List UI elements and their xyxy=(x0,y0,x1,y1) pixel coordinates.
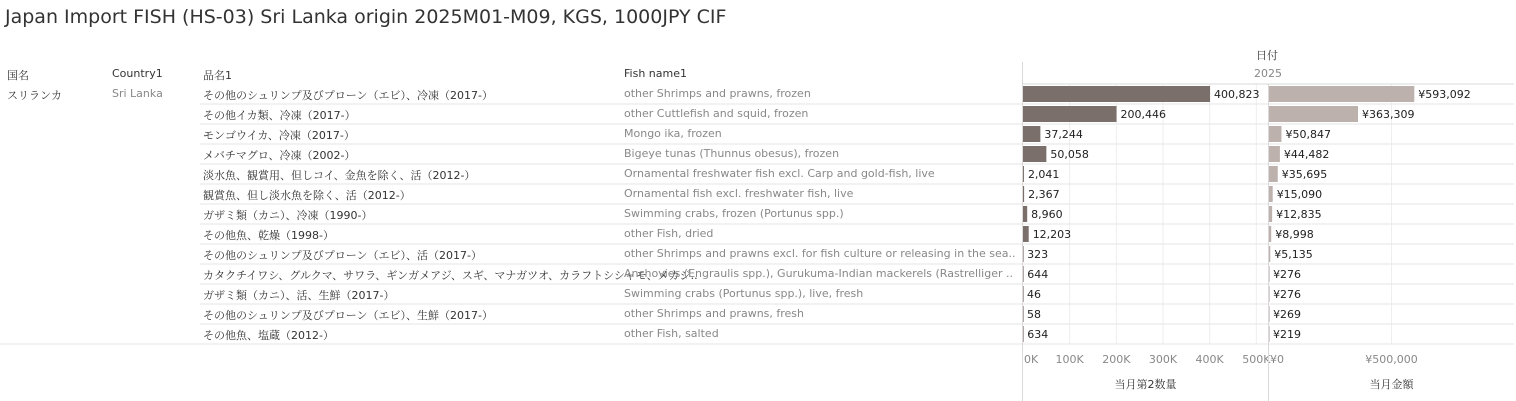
fish-name-cell: other Fish, salted xyxy=(624,327,719,340)
item-header[interactable]: 品名1 xyxy=(203,69,232,82)
fish-name-cell: Swimming crabs, frozen (Portunus spp.) xyxy=(624,207,844,220)
quantity-bar[interactable] xyxy=(1023,306,1024,322)
axis-tick-label: ¥0 xyxy=(1270,353,1284,366)
bar-value-label: 8,960 xyxy=(1031,208,1063,221)
axis-tick-label: 100K xyxy=(1055,353,1084,366)
bar-value-label: ¥593,092 xyxy=(1418,88,1471,101)
axis-tick-label: 0K xyxy=(1024,353,1039,366)
fish-name-cell: Bigeye tunas (Thunnus obesus), frozen xyxy=(624,147,840,160)
item-name-cell: その他魚、乾燥（1998-） xyxy=(203,229,334,242)
quantity-bar[interactable] xyxy=(1023,186,1024,202)
bar-value-label: 46 xyxy=(1027,288,1042,301)
amount-bar[interactable] xyxy=(1269,246,1270,262)
bar-value-label: 58 xyxy=(1027,308,1042,321)
fish-name-cell: other Shrimps and prawns, frozen xyxy=(624,87,811,100)
amount-bar[interactable] xyxy=(1269,146,1280,162)
bar-value-label: ¥15,090 xyxy=(1276,188,1323,201)
year-header: 2025 xyxy=(1254,67,1282,80)
quantity-bar[interactable] xyxy=(1023,286,1024,302)
fish-name-cell: Anchovies (Engraulis spp.), Gurukuma-Indian mackerels (Rastrelliger .. xyxy=(624,267,1013,280)
axis-tick-label: 500K xyxy=(1242,353,1271,366)
item-name-cell: 観賞魚、但し淡水魚を除く、活（2012-） xyxy=(203,189,411,202)
bar-value-label: ¥219 xyxy=(1273,328,1302,341)
amount-bar[interactable] xyxy=(1269,306,1270,322)
bar-value-label: ¥12,835 xyxy=(1276,208,1322,221)
axis-tick-label: 200K xyxy=(1102,353,1131,366)
page-title: Japan Import FISH (HS-03) Sri Lanka origin 2025M01-M09, KGS, 1000JPY CIF xyxy=(5,6,727,28)
bar-value-label: ¥269 xyxy=(1273,308,1302,321)
axis-title: 当月第2数量 xyxy=(1114,378,1177,391)
bar-value-label: ¥8,998 xyxy=(1275,228,1314,241)
fish-name-cell: Swimming crabs (Portunus spp.), live, fresh xyxy=(624,287,864,300)
fish-name-header[interactable]: Fish name1 xyxy=(624,67,687,80)
item-name-cell: カタクチイワシ、グルクマ、サワラ、ギンガメアジ、スギ、マナガツオ、カラフトシシャモ、メカジ.. xyxy=(203,269,698,282)
item-name-cell: その他イカ類、冷凍（2017-） xyxy=(203,109,356,122)
date-header: 日付 xyxy=(1256,49,1278,62)
axis-tick-label: 400K xyxy=(1195,353,1224,366)
amount-bar[interactable] xyxy=(1269,326,1270,342)
bar-value-label: 323 xyxy=(1027,248,1049,261)
item-name-cell: メバチマグロ、冷凍（2002-） xyxy=(203,149,356,162)
bar-value-label: ¥5,135 xyxy=(1274,248,1313,261)
amount-bar[interactable] xyxy=(1269,206,1272,222)
bar-value-label: 2,367 xyxy=(1028,188,1060,201)
bar-value-label: 37,244 xyxy=(1044,128,1083,141)
item-name-cell: 淡水魚、観賞用、但しコイ、金魚を除く、活（2012-） xyxy=(203,169,476,182)
item-name-cell: その他のシュリンプ及びプローン（エビ）、活（2017-） xyxy=(203,249,483,262)
country-header[interactable]: 国名 xyxy=(7,69,29,82)
quantity-bar[interactable] xyxy=(1023,246,1024,262)
bar-value-label: 2,041 xyxy=(1027,168,1060,181)
quantity-bar[interactable] xyxy=(1023,86,1210,102)
fish-name-cell: other Shrimps and prawns excl. for fish culture or releasing in the sea.. xyxy=(624,247,1016,260)
amount-bar[interactable] xyxy=(1269,226,1271,242)
bar-value-label: 12,203 xyxy=(1032,228,1072,241)
bar-value-label: 50,058 xyxy=(1050,148,1089,161)
fish-name-cell: Mongo ika, frozen xyxy=(624,127,722,140)
quantity-bar[interactable] xyxy=(1023,146,1046,162)
item-name-cell: モンゴウイカ、冷凍（2017-） xyxy=(203,129,355,142)
fish-name-cell: other Cuttlefish and squid, frozen xyxy=(624,107,809,120)
country1-value: Sri Lanka xyxy=(112,87,163,100)
bar-value-label: 200,446 xyxy=(1120,108,1167,121)
amount-bar[interactable] xyxy=(1269,106,1358,122)
amount-bar[interactable] xyxy=(1269,166,1278,182)
quantity-bar[interactable] xyxy=(1023,106,1117,122)
fish-name-cell: Ornamental fish excl. freshwater fish, live xyxy=(624,187,854,200)
item-name-cell: ガザミ類（カニ）、活、生鮮（2017-） xyxy=(203,289,395,302)
bar-value-label: 634 xyxy=(1027,328,1049,341)
fish-name-cell: Ornamental freshwater fish excl. Carp and gold-fish, live xyxy=(624,167,935,180)
amount-bar[interactable] xyxy=(1269,266,1270,282)
bar-value-label: 400,823 xyxy=(1214,88,1260,101)
quantity-bar[interactable] xyxy=(1023,166,1024,182)
bar-value-label: ¥50,847 xyxy=(1285,128,1331,141)
item-name-cell: その他魚、塩蔵（2012-） xyxy=(203,329,334,342)
item-name-cell: ガザミ類（カニ）、冷凍（1990-） xyxy=(203,209,373,222)
quantity-bar[interactable] xyxy=(1023,226,1029,242)
country-value: スリランカ xyxy=(7,89,62,102)
fish-name-cell: other Shrimps and prawns, fresh xyxy=(624,307,805,320)
axis-tick-label: 300K xyxy=(1148,353,1178,366)
bar-value-label: ¥44,482 xyxy=(1283,148,1330,161)
bar-value-label: ¥363,309 xyxy=(1362,108,1415,121)
bar-value-label: ¥276 xyxy=(1273,288,1302,301)
fish-name-cell: other Fish, dried xyxy=(624,227,714,240)
amount-bar[interactable] xyxy=(1269,86,1414,102)
quantity-bar[interactable] xyxy=(1023,326,1024,342)
quantity-bar[interactable] xyxy=(1023,206,1027,222)
amount-bar[interactable] xyxy=(1269,126,1281,142)
country1-header[interactable]: Country1 xyxy=(112,67,163,80)
bar-value-label: ¥276 xyxy=(1273,268,1302,281)
bar-value-label: ¥35,695 xyxy=(1281,168,1328,181)
axis-title: 当月金額 xyxy=(1369,378,1414,391)
amount-bar[interactable] xyxy=(1269,186,1273,202)
item-name-cell: その他のシュリンプ及びプローン（エビ）、生鮮（2017-） xyxy=(203,309,494,322)
item-name-cell: その他のシュリンプ及びプローン（エビ）、冷凍（2017-） xyxy=(203,89,494,102)
bar-value-label: 644 xyxy=(1027,268,1049,281)
quantity-bar[interactable] xyxy=(1023,126,1040,142)
axis-tick-label: ¥500,000 xyxy=(1365,353,1418,366)
amount-bar[interactable] xyxy=(1269,286,1270,302)
quantity-bar[interactable] xyxy=(1023,266,1024,282)
